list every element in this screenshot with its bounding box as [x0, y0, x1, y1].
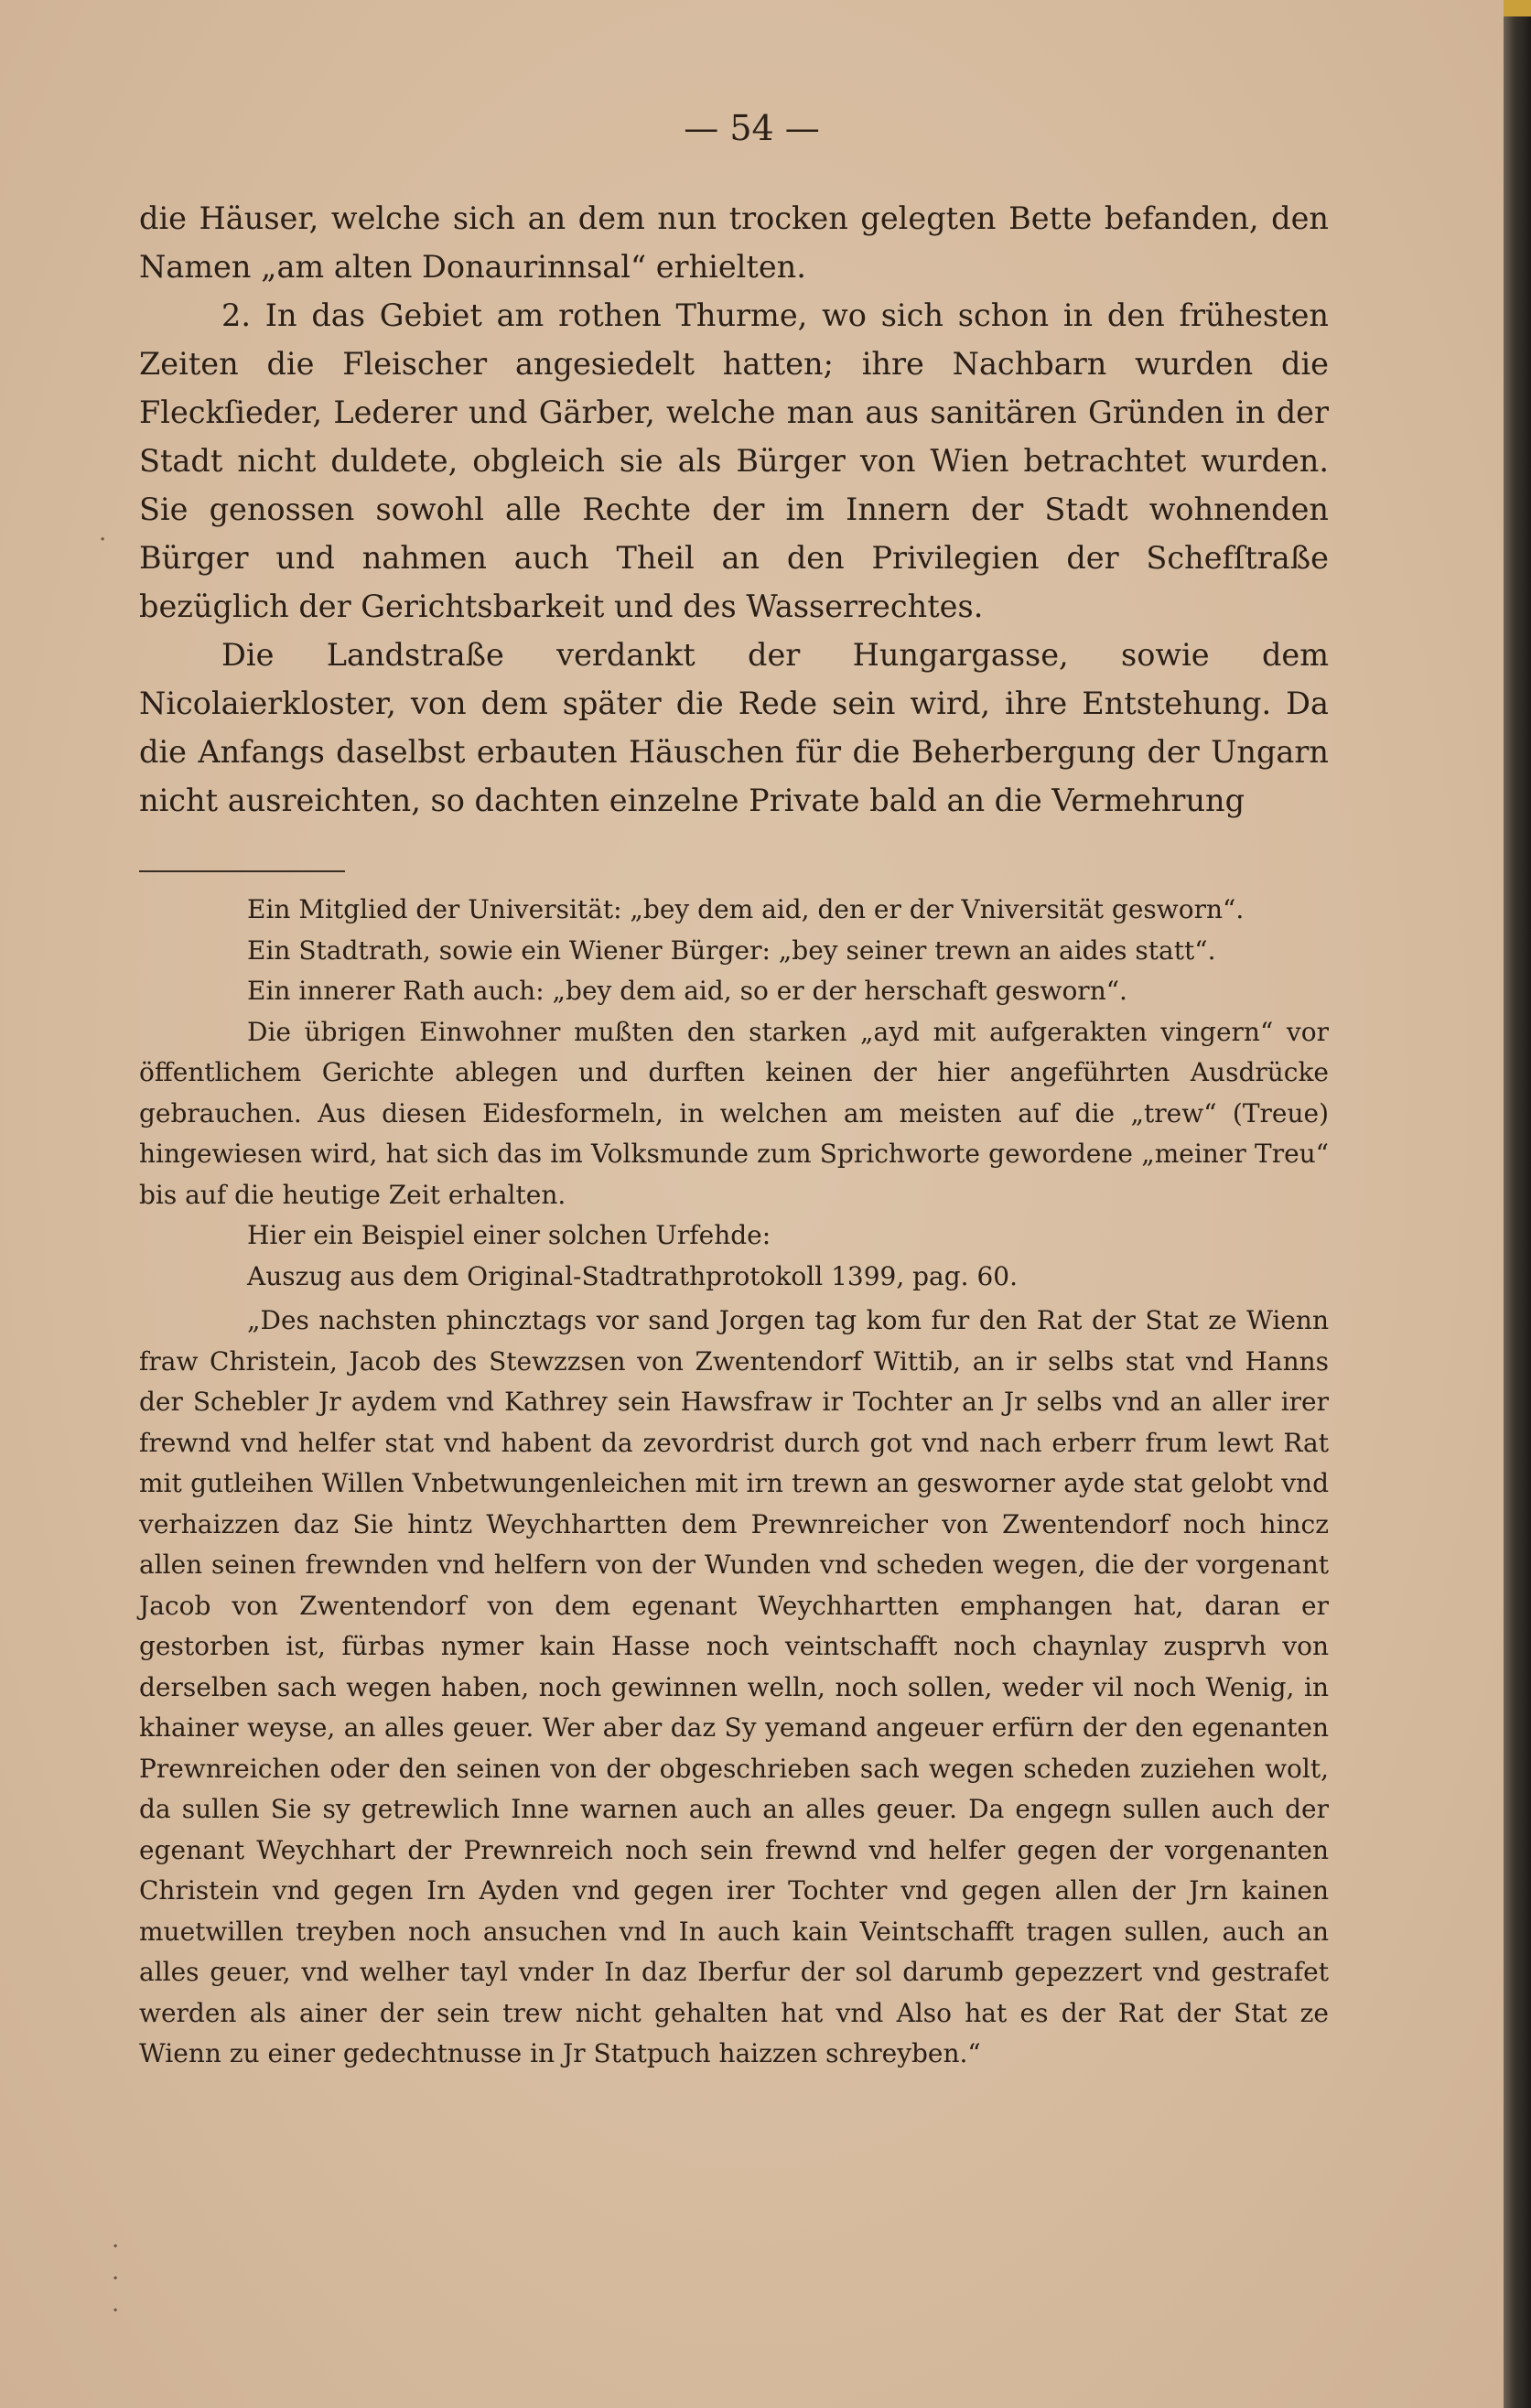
footnote-line-1: Ein Mitglied der Universität: „bey dem aid, den er der Vniversität gesworn“. — [247, 894, 1245, 924]
paragraph-1: die Häuser, welche sich an dem nun trocken gelegten Bette befanden, den Namen „am alten Donaurinnsal“ erhielten. — [139, 200, 1329, 285]
main-text — [139, 194, 1329, 825]
footnote-line-5: Auszug aus dem Original-Stadtrathprotokoll 1399, pag. 60. — [247, 1260, 1018, 1291]
footnotes — [139, 890, 1329, 2075]
footnote-line-4: Hier ein Beispiel einer solchen Urfehde: — [247, 1220, 771, 1250]
edge-tab — [1504, 0, 1531, 16]
footnote-divider — [139, 870, 345, 872]
margin-mark: · — [112, 2297, 120, 2325]
footnote-line-3: Ein innerer Rath auch: „bey dem aid, so er der herschaft gesworn“. — [247, 976, 1127, 1006]
margin-mark: · — [112, 2265, 120, 2293]
footnote-quote: „Des nachsten phincztags vor sand Jorgen tag kom fur den Rat der Stat ze Wienn fraw Christein, Jacob des Stewzzsen von Zwentendorf Wittib, an ir selbs stat vnd Hanns der Schebler Jr aydem vnd Kathrey sein Hawsfraw ir Tochter an Jr selbs vnd an aller irer frewnd vnd helfer stat vnd habent da zevordrist durch got vnd nach erberr frum lewt Rat mit gutleihen Willen Vnbetwungenleichen mit irn trewn an gesworner ayde stat gelobt vnd verhaizzen daz Sie hintz Weychhartten dem Prewnreicher von Zwentendorf noch hincz allen seinen frewnden vnd helfern von der Wunden vnd scheden wegen, die der vorgenant Jacob von Zwentendorf von dem egenant Weychhartten emphangen hat, daran er gestorben ist, fürbas nymer kain Hasse noch veintschafft noch chaynlay zusprvh von derselben sach wegen haben, noch gewinnen welln, noch sollen, weder vil noch Wenig, in khainer weyse, an alles geuer. Wer aber daz Sy yemand angeuer erfürn der den egenanten Prewnreichen oder den seinen von der obgeschrieben sach wegen scheden zuziehen wolt, da sullen Sie sy getrewlich Inne warnen auch an alles geuer. Da engegn sullen auch der egenant Weychhart der Prewnreich noch sein frewnd vnd helfer gegen der vorgenanten Christein vnd gegen Irn Ayden vnd gegen irer Tochter vnd gegen allen der Jrn kainen muetwillen treyben noch ansuchen vnd In auch kain Veintschafft tragen sullen, auch an alles geuer, vnd welher tayl vnder In daz Iberfur der sol darumb gepezzert vnd gestrafet werden als ainer der sein trew nicht gehalten hat vnd Also hat es der Rat der Stat ze Wienn zu einer gedechtnusse in Jr Statpuch haizzen schreyben.“ — [139, 1305, 1329, 2068]
page-number: — 54 — — [684, 108, 820, 148]
book-spine-edge — [1504, 0, 1531, 2408]
paragraph-3: Die Landstraße verdankt der Hungargasse, sowie dem Nicolaierkloster, von dem später die Rede sein wird, ihre Entstehung. Da die Anfangs daselbst erbauten Häuschen für die Beherbergung der Ungarn nicht ausreichten, so dachten einzelne Private bald an die Vermehrung — [139, 637, 1329, 818]
margin-mark: · — [112, 2233, 120, 2261]
footnote-line-2: Ein Stadtrath, sowie ein Wiener Bürger: „bey seiner trewn an aides statt“. — [247, 934, 1216, 966]
footnote-paragraph: Die übrigen Einwohner mußten den starken „ayd mit aufgerakten vingern“ vor öffentlichem Gerichte ablegen und durften keinen der hier angeführten Ausdrücke gebrauchen. Aus diesen Eidesformeln, in welchen am meisten auf die „trew“ (Treue) hingewiesen wird, hat sich das im Volksmunde zum Sprichworte gewordene „meiner Treu“ bis auf die heutige Zeit erhalten. — [139, 1016, 1329, 1210]
margin-mark: · — [99, 526, 107, 554]
paragraph-2: 2. In das Gebiet am rothen Thurme, wo sich schon in den frühesten Zeiten die Fleischer angesiedelt hatten; ihre Nachbarn wurden die Fleckſieder, Lederer und Gärber, welche man aus sanitären Gründen in der Stadt nicht duldete, obgleich sie als Bürger von Wien betrachtet wurden. Sie genossen sowohl alle Rechte der im Innern der Stadt wohnenden Bürger und nahmen auch Theil an den Privilegien der Schefſtraße bezüglich der Gerichtsbarkeit und des Wasserrechtes. — [139, 297, 1329, 624]
